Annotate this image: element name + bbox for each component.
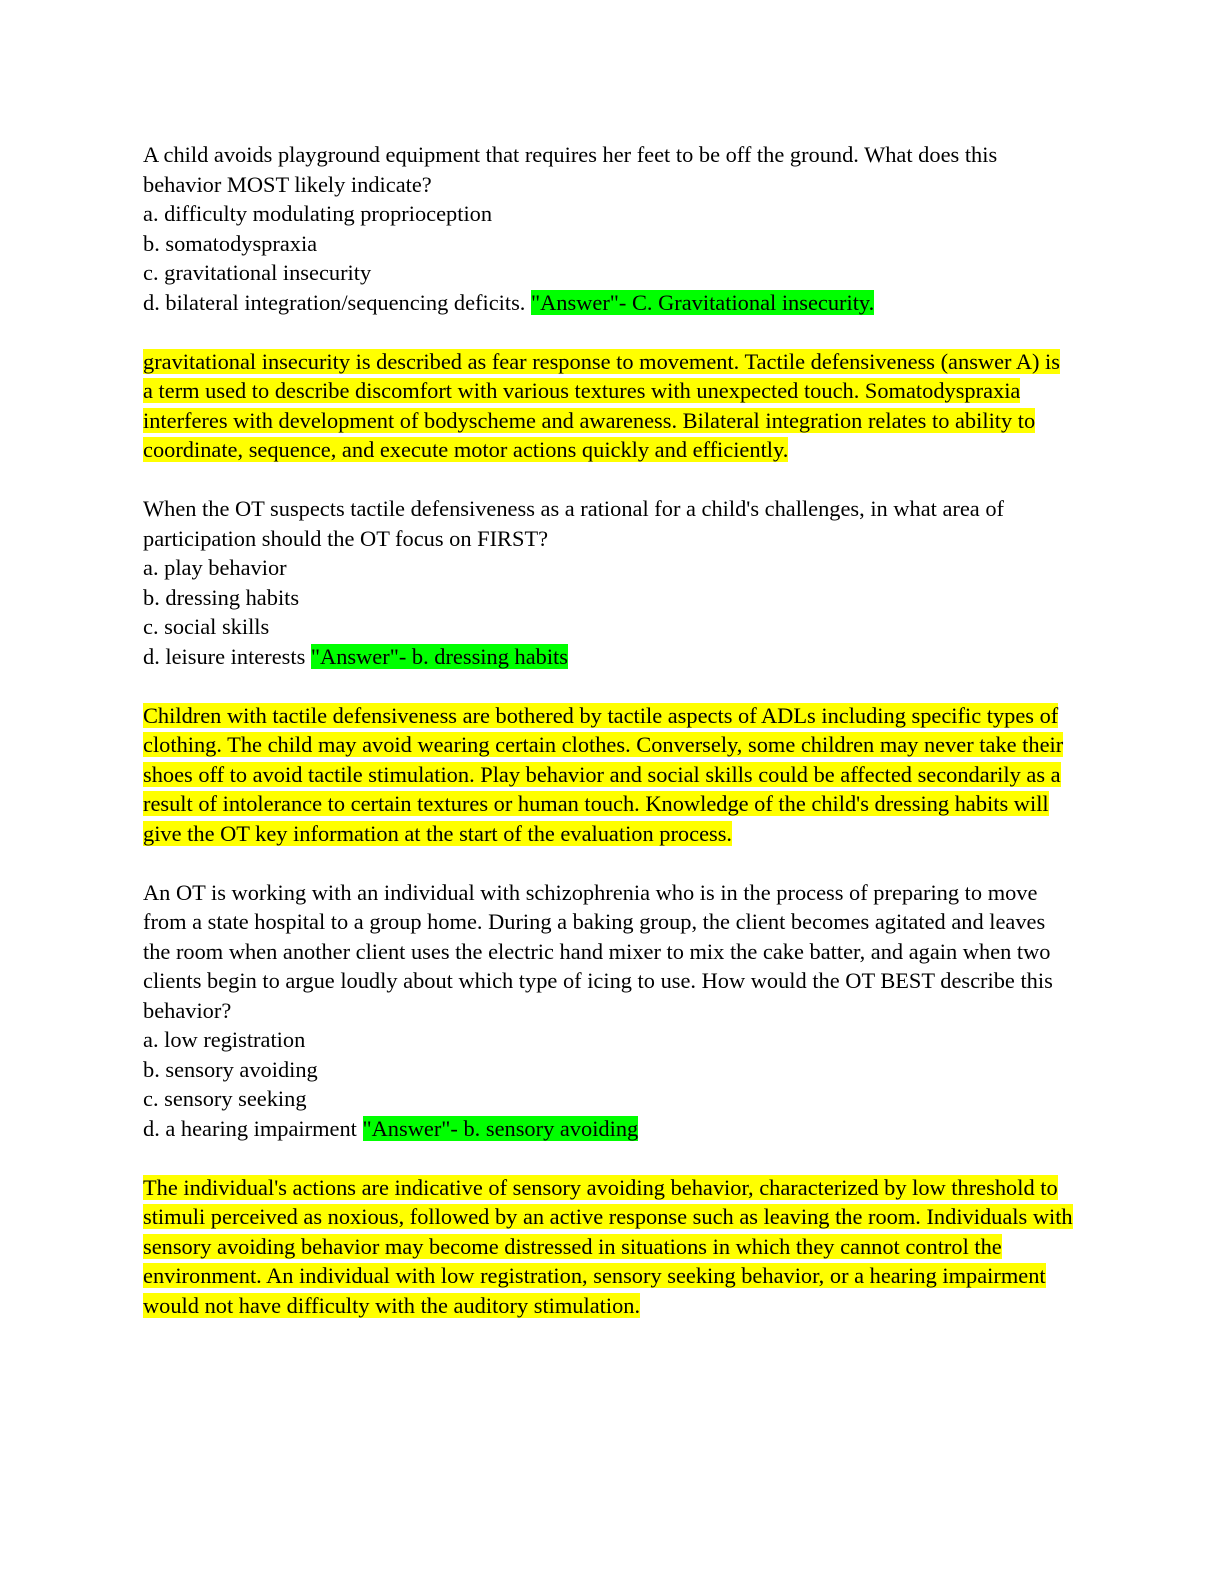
question-2-explanation bbox=[143, 701, 1073, 849]
question-1-option-a: a. difficulty modulating proprioception bbox=[143, 201, 493, 226]
question-1-stem: A child avoids playground equipment that requires her feet to be off the ground. What does this behavior MOST likely indicate? bbox=[143, 142, 998, 197]
question-2-option-d: d. leisure interests bbox=[143, 643, 306, 669]
question-3-explanation bbox=[143, 1173, 1073, 1321]
question-1-option-c: c. gravitational insecurity bbox=[143, 260, 372, 285]
question-2-option-b: b. dressing habits bbox=[143, 584, 300, 610]
question-2-option-d-line bbox=[143, 642, 1073, 672]
question-2 bbox=[143, 494, 1073, 671]
question-3-option-b: b. sensory avoiding bbox=[143, 1056, 318, 1082]
question-3-answer: "Answer"- b. sensory avoiding bbox=[362, 1115, 639, 1141]
question-1-answer: "Answer"- C. Gravitational insecurity. bbox=[531, 289, 875, 315]
question-1-option-d: d. bilateral integration/sequencing deficits. bbox=[143, 289, 526, 315]
question-1-option-d-line bbox=[143, 288, 1073, 318]
question-3-option-d-line bbox=[143, 1114, 1073, 1144]
question-3-option-a: a. low registration bbox=[143, 1027, 306, 1052]
question-2-answer: "Answer"- b. dressing habits bbox=[310, 643, 568, 669]
question-1-option-b: b. somatodyspraxia bbox=[143, 230, 318, 256]
question-1-explanation bbox=[143, 347, 1073, 465]
question-3 bbox=[143, 878, 1073, 1144]
question-1-explanation-text: gravitational insecurity is described as fear response to movement. Tactile defensiveness (answer A) is a term used to describe discomfort with various textures with unexpected touch. Somatodyspraxia interferes with development of bodyscheme and awareness. Bilateral integration relates to ability to coordinate, sequence, and execute motor actions quickly and efficiently. bbox=[143, 348, 1060, 462]
question-1 bbox=[143, 140, 1073, 317]
question-3-explanation-text: The individual's actions are indicative of sensory avoiding behavior, characterized by low threshold to stimuli perceived as noxious, followed by an active response such as leaving the room. Individuals with sensory avoiding behavior may become distressed in situations in which they cannot control the environment. An individual with low registration, sensory seeking behavior, or a hearing impairment would not have difficulty with the auditory stimulation. bbox=[143, 1174, 1073, 1318]
question-2-option-a: a. play behavior bbox=[143, 555, 287, 580]
question-2-option-c: c. social skills bbox=[143, 614, 270, 639]
document-page bbox=[143, 140, 1073, 1350]
question-3-stem: An OT is working with an individual with schizophrenia who is in the process of preparing to move from a state hospital to a group home. During a baking group, the client becomes agitated and leaves the room when another client uses the electric hand mixer to mix the cake batter, and again when two clients begin to argue loudly about which type of icing to use. How would the OT BEST describe this behavior? bbox=[143, 879, 1053, 1023]
question-2-explanation-text: Children with tactile defensiveness are bothered by tactile aspects of ADLs including specific types of clothing. The child may avoid wearing certain clothes. Conversely, some children may never take their shoes off to avoid tactile stimulation. Play behavior and social skills could be affected secondarily as a result of intolerance to certain textures or human touch. Knowledge of the child's dressing habits will give the OT key information at the start of the evaluation process. bbox=[143, 702, 1064, 846]
question-2-stem: When the OT suspects tactile defensiveness as a rational for a child's challenges, in what area of participation should the OT focus on FIRST? bbox=[143, 496, 1004, 551]
question-3-option-d: d. a hearing impairment bbox=[143, 1115, 357, 1141]
question-3-option-c: c. sensory seeking bbox=[143, 1086, 307, 1111]
